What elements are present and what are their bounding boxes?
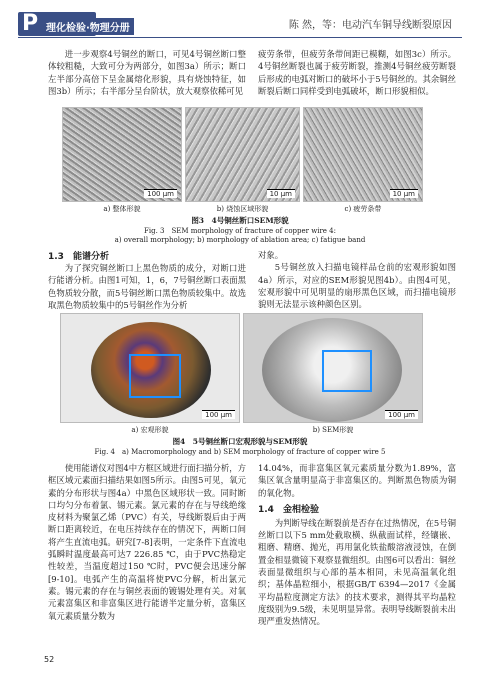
- figure4-caption-en: Fig. 4 a) Macromorphology and b) SEM morphology of fracture of copper wire 5: [94, 448, 386, 456]
- journal-name: 理化检验·物理分册: [42, 18, 134, 35]
- header-rule: [18, 37, 462, 38]
- analysis-box: [322, 350, 372, 392]
- page-number: 52: [44, 655, 55, 664]
- section-1-3-left: 为了探究铜丝断口上黑色物质的成分，对断口进行能谱分析。由图1可知，1，6，7号铜丝断口表面黑色物质较分散，而5号铜丝断口黑色物质较集中。故选取黑色物质较集中的5号铜丝作为分析: [48, 263, 246, 310]
- figure3-panel-a: [62, 107, 182, 202]
- figure3-caption-en-2: a) overall morphology; b) morphology of ablation area; c) fatigue band: [114, 236, 366, 244]
- scale-bar: 100 μm: [202, 410, 235, 419]
- scale-bar: 100 μm: [385, 410, 418, 419]
- section-1-3-right: 对象。 5号铜丝放入扫描电镜样品仓前的宏观形貌如图4a）所示，对应的SEM形貌见图4b）。由图4可见，宏观形貌中可见明显的扇形黑色区域，而扫描电镜形貌则无法显示该种颜色区别。: [258, 250, 456, 310]
- figure3-caption-en-1: Fig. 3 SEM morphology of fracture of copper wire 4:: [144, 227, 336, 235]
- figure3-label-a: a) 整体形貌: [103, 205, 141, 213]
- running-head: 陈 然，等：电动汽车铜导线断裂原因: [288, 20, 452, 31]
- scale-bar: 10 μm: [267, 189, 295, 198]
- figure4-panel-b: [243, 313, 423, 423]
- figure4-panel-a: [60, 313, 240, 423]
- figure4-label-a: a) 宏观形貌: [131, 426, 169, 434]
- section-heading-1-4: 1.4 金相检验: [258, 504, 319, 515]
- analysis-box: [129, 354, 181, 398]
- bottom-paragraph-left: 使用能谱仪对图4中方框区域进行面扫描分析，方框区域元素面扫描结果如图5所示。由图5可见，氧元素的分布形状与图4a）中黑色区域形状一致。同时断口均匀分布着氯、锡元素。氯元素的存在与导线绝缘皮材料为聚氯乙烯（PVC）有关，导线断裂后由于两断口距离较近，在电压持续存在的情况下，两断口间将产生直流电弧。研究[7-8]表明，一定条件下直流电弧瞬时温度最高可达7 226.85 ℃，由于PVC热稳定性较差，当温度超过150 ℃时，PVC便会迅速分解[9-10]。电弧产生的高温将使PVC分解，析出氯元素。锡元素的存在与铜丝表面的镀锡处理有关。对氧元素富集区和非富集区进行能谱半定量分析，富集区氧元素质量分数为: [48, 463, 246, 621]
- figure3-panel-c: [303, 107, 423, 202]
- figure3-label-c: c) 疲劳条带: [344, 205, 382, 213]
- section-heading-1-3: 1.3 能谱分析: [48, 252, 109, 262]
- figure4-label-b: b) SEM形貌: [312, 426, 354, 434]
- scale-bar: 10 μm: [390, 189, 418, 198]
- bottom-paragraph-right: 14.04%，而非富集区氧元素质量分数为1.89%，富集区氧含量明显高于非富集区的。判断黑色物质为铜的氧化物。 1.4 金相检验 为判断导线在断裂前是否存在过热情况，在5号铜丝断口以下5 mm处截取横、纵截面试样，经镶嵌、粗磨、精磨、抛光，再用氯化铁盐酸溶液浸蚀，在倒置金相显微镜下观察显微组织。由图6可以看出：铜丝表面显微组织与心部的基本相同，未见高温氧化组织；基体晶粒细小，根据GB/T 6394—2017《金属平均晶粒度测定方法》的技术要求，测得其平均晶粒度级别为9.5级，未见明显异常。表明导线断裂前未出现严重发热情况。: [258, 463, 456, 627]
- scale-bar: 100 μm: [144, 189, 177, 198]
- figure4-caption-cn: 图4 5号铜丝断口宏观形貌与SEM形貌: [172, 437, 308, 446]
- figure3-caption-cn: 图3 4号铜丝断口SEM形貌: [191, 216, 289, 225]
- top-paragraph-right: 疲劳条带，但疲劳条带间距已模糊，如图3c）所示。4号铜丝断裂也属于疲劳断裂，推测4号铜丝疲劳断裂后形成的电弧对断口的破坏小于5号铜丝的。其余铜丝断裂后断口同样受到电弧破坏，断口形貌相似。: [258, 49, 456, 96]
- figure3-label-b: b) 烧蚀区域形貌: [216, 205, 269, 213]
- figure3-panel-b: [185, 107, 300, 202]
- header-logo-glyph: P: [22, 11, 39, 36]
- top-paragraph-left: 进一步观察4号铜丝的断口，可见4号铜丝断口整体较粗糙，大致可分为两部分，如图3a）所示；断口左半部分高倍下呈金属熔化形貌，具有烧蚀特征，如图3b）所示；右半部分呈台阶状，放大观察依稀可见: [48, 49, 246, 96]
